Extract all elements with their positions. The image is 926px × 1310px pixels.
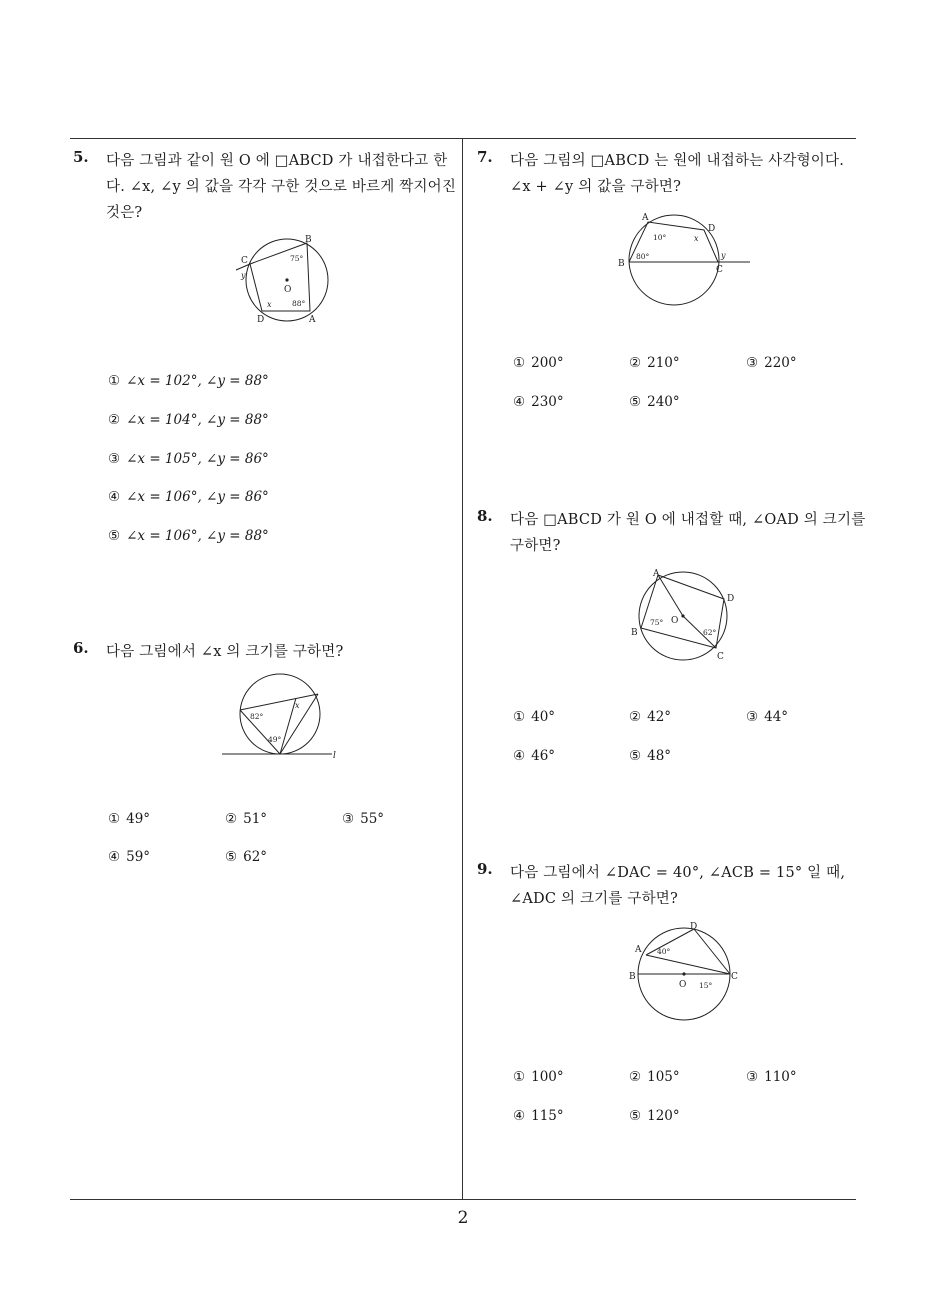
label-C: C — [717, 652, 724, 662]
question-line: 다음 □ABCD 가 원 O 에 내접할 때, ∠OAD 의 크기를 — [510, 512, 866, 528]
choice-text: 62° — [243, 849, 268, 865]
choice-number: ⑤ — [629, 748, 642, 764]
question-line: 것은? — [106, 205, 143, 221]
choice-item[interactable] — [629, 355, 680, 371]
choice-number: ③ — [746, 355, 759, 371]
question-text — [510, 507, 865, 559]
label-l: l — [333, 751, 336, 761]
choice-item[interactable] — [225, 811, 267, 827]
question-8-figure — [628, 566, 740, 662]
question-text — [510, 860, 845, 912]
choice-text: 44° — [764, 709, 789, 725]
angle-75: 75° — [290, 254, 304, 263]
choice-number: ① — [108, 373, 121, 389]
choice-item[interactable] — [746, 1069, 797, 1085]
choice-text: 51° — [243, 811, 268, 827]
question-7-figure — [614, 210, 754, 310]
choice-item[interactable] — [513, 394, 564, 410]
question-5-figure — [232, 232, 342, 328]
choice-number: ⑤ — [629, 394, 642, 410]
choice-item[interactable] — [108, 489, 269, 505]
label-C: C — [716, 265, 723, 275]
label-O: O — [671, 616, 679, 626]
column-divider — [462, 138, 463, 1200]
choice-item[interactable] — [225, 849, 267, 865]
choice-item[interactable] — [108, 849, 150, 865]
label-D: D — [257, 315, 265, 325]
label-A: A — [635, 945, 642, 955]
choice-item[interactable] — [629, 709, 671, 725]
angle-62: 62° — [703, 628, 717, 637]
label-O: O — [284, 285, 292, 295]
choice-number: ④ — [513, 394, 526, 410]
question-text — [510, 148, 844, 200]
choice-text: 46° — [531, 748, 556, 764]
label-A: A — [309, 315, 316, 325]
angle-10: 10° — [653, 233, 667, 242]
question-7 — [477, 148, 862, 208]
label-B: B — [305, 235, 312, 245]
choice-item[interactable] — [342, 811, 384, 827]
question-8 — [477, 507, 866, 567]
choice-text: ∠x = 104°, ∠y = 88° — [126, 412, 269, 428]
choice-item[interactable] — [108, 811, 150, 827]
choice-number: ⑤ — [629, 1108, 642, 1124]
question-number: 7. — [477, 148, 493, 166]
question-line: 다음 그림의 □ABCD 는 원에 내접하는 사각형이다. — [510, 153, 844, 169]
question-number: 5. — [73, 148, 89, 166]
question-number: 9. — [477, 860, 493, 878]
choice-item[interactable] — [746, 355, 797, 371]
choice-item[interactable] — [108, 528, 269, 544]
choice-text: 105° — [647, 1069, 680, 1085]
label-y: y — [721, 251, 726, 260]
bottom-rule — [70, 1199, 856, 1200]
choice-number: ③ — [108, 451, 121, 467]
question-text — [106, 639, 343, 665]
choice-number: ③ — [746, 1069, 759, 1085]
label-D: D — [708, 224, 716, 234]
choice-text: 200° — [531, 355, 564, 371]
choice-text: 210° — [647, 355, 680, 371]
choice-text: ∠x = 102°, ∠y = 88° — [126, 373, 269, 389]
question-6 — [73, 639, 458, 669]
choice-number: ② — [225, 811, 238, 827]
angle-75: 75° — [650, 618, 664, 627]
choice-text: 48° — [647, 748, 672, 764]
choice-text: 230° — [531, 394, 564, 410]
choice-number: ② — [629, 709, 642, 725]
label-O: O — [679, 980, 687, 990]
choice-item[interactable] — [629, 1069, 680, 1085]
choice-text: 42° — [647, 709, 672, 725]
choice-text: 120° — [647, 1108, 680, 1124]
page-number: 2 — [457, 1208, 469, 1228]
choice-text: 40° — [531, 709, 556, 725]
choice-item[interactable] — [746, 709, 788, 725]
question-line: 구하면? — [510, 538, 561, 554]
choice-item[interactable] — [513, 709, 555, 725]
question-line: 다음 그림에서 ∠DAC = 40°, ∠ACB = 15° 일 때, — [510, 865, 846, 881]
label-x: x — [267, 300, 272, 309]
choice-item[interactable] — [629, 394, 680, 410]
choice-number: ① — [513, 709, 526, 725]
question-5 — [73, 148, 458, 548]
choice-text: 110° — [764, 1069, 797, 1085]
choice-number: ③ — [746, 709, 759, 725]
choice-number: ② — [629, 1069, 642, 1085]
label-A: A — [642, 213, 649, 223]
question-6-figure — [220, 672, 345, 762]
choice-text: 55° — [360, 811, 385, 827]
angle-40: 40° — [657, 947, 671, 956]
question-line: ∠x + ∠y 의 값을 구하면? — [510, 179, 682, 195]
choice-item[interactable] — [629, 1108, 680, 1124]
choice-item[interactable] — [108, 373, 269, 389]
label-C: C — [241, 256, 248, 266]
choice-number: ② — [108, 412, 121, 428]
choice-number: ② — [629, 355, 642, 371]
label-x: x — [295, 701, 300, 710]
choice-text: 49° — [126, 811, 151, 827]
choice-item[interactable] — [513, 748, 555, 764]
choice-item[interactable] — [629, 748, 671, 764]
question-text — [106, 148, 456, 226]
question-9 — [477, 860, 862, 920]
question-number: 8. — [477, 507, 493, 525]
choice-item[interactable] — [513, 1069, 564, 1085]
choice-text: 115° — [531, 1108, 564, 1124]
choice-number: ④ — [513, 1108, 526, 1124]
choice-item[interactable] — [513, 1108, 564, 1124]
top-rule — [70, 138, 856, 139]
choice-number: ④ — [513, 748, 526, 764]
choice-number: ① — [513, 355, 526, 371]
angle-15: 15° — [699, 981, 713, 990]
choice-number: ⑤ — [108, 528, 121, 544]
choice-number: ④ — [108, 489, 121, 505]
choice-number: ① — [513, 1069, 526, 1085]
choice-number: ⑤ — [225, 849, 238, 865]
choice-item[interactable] — [513, 355, 564, 371]
choice-number: ③ — [342, 811, 355, 827]
label-D: D — [727, 594, 735, 604]
angle-49: 49° — [268, 735, 282, 744]
choice-text: 100° — [531, 1069, 564, 1085]
angle-88: 88° — [292, 299, 306, 308]
choice-text: 240° — [647, 394, 680, 410]
question-line: 다음 그림과 같이 원 O 에 □ABCD 가 내접한다고 한 — [106, 153, 448, 169]
label-D: D — [690, 922, 698, 932]
angle-82: 82° — [250, 712, 264, 721]
question-line: 다. ∠x, ∠y 의 값을 각각 구한 것으로 바르게 짝지어진 — [106, 179, 457, 195]
choice-text: 220° — [764, 355, 797, 371]
label-B: B — [618, 259, 625, 269]
question-number: 6. — [73, 639, 89, 657]
choice-number: ① — [108, 811, 121, 827]
label-x: x — [694, 234, 699, 243]
question-line: ∠ADC 의 크기를 구하면? — [510, 891, 678, 907]
label-C: C — [731, 972, 738, 982]
choice-item[interactable] — [108, 451, 269, 467]
label-y: y — [241, 271, 246, 280]
choice-number: ④ — [108, 849, 121, 865]
choice-text: ∠x = 106°, ∠y = 86° — [126, 489, 269, 505]
label-B: B — [629, 972, 636, 982]
label-A: A — [653, 569, 660, 579]
angle-80: 80° — [636, 252, 650, 261]
label-B: B — [631, 628, 638, 638]
choice-item[interactable] — [108, 412, 269, 428]
choice-text: ∠x = 106°, ∠y = 88° — [126, 528, 269, 544]
choice-text: ∠x = 105°, ∠y = 86° — [126, 451, 269, 467]
question-9-figure — [627, 920, 745, 1024]
choice-text: 59° — [126, 849, 151, 865]
question-line: 다음 그림에서 ∠x 의 크기를 구하면? — [106, 644, 344, 660]
